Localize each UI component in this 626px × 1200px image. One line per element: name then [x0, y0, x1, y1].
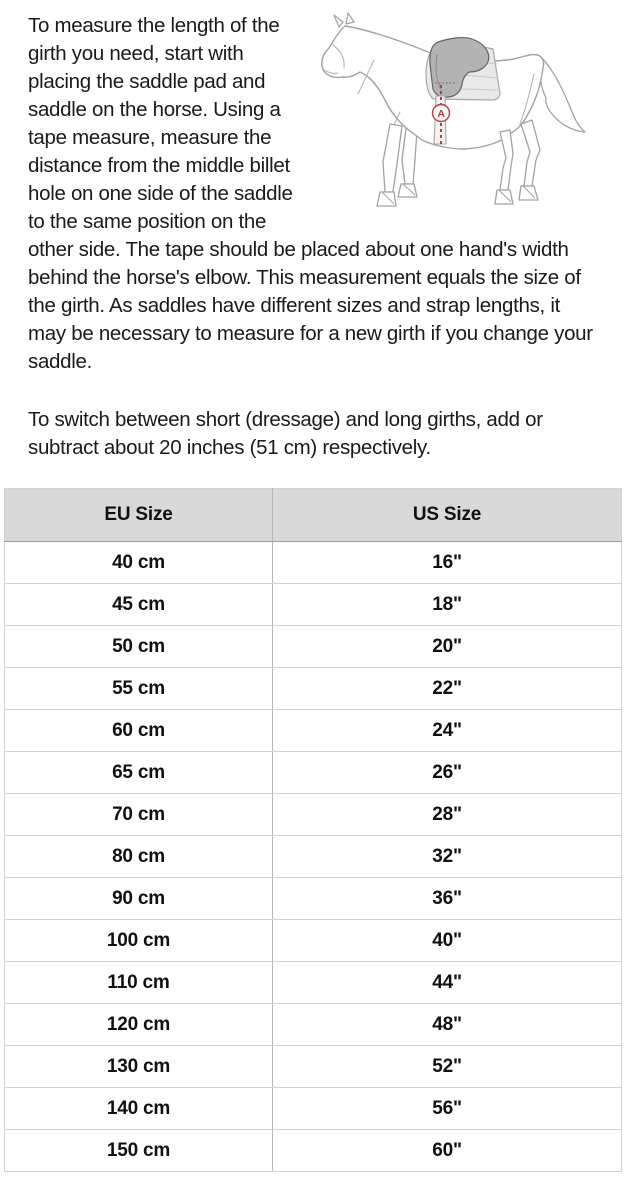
us-size-cell: 20": [273, 626, 622, 668]
eu-size-cell: 90 cm: [5, 878, 273, 920]
us-size-cell: 18": [273, 584, 622, 626]
us-size-cell: 32": [273, 836, 622, 878]
table-row: [5, 710, 622, 752]
us-size-header: US Size: [273, 489, 622, 542]
measuring-instructions-paragraph: To measure the length of the girth you need, start with placing the saddle pad and saddle on the horse. Using a tape measure, measure the distance from the middle billet hole on one side of the saddle to the same position on the other side. The tape should be placed about one hand's width behind the horse's elbow. This measurement equals the size of the girth. As saddles have different sizes and strap lengths, it may be necessary to measure for a new girth if you change your saddle.: [28, 14, 593, 373]
horse-illustration-svg: [314, 12, 602, 218]
us-size-cell: 24": [273, 710, 622, 752]
us-size-cell: 16": [273, 542, 622, 584]
horse-ears: [334, 13, 354, 27]
us-size-cell: 60": [273, 1130, 622, 1172]
eu-size-cell: 120 cm: [5, 1004, 273, 1046]
eu-size-header: EU Size: [5, 489, 273, 542]
table-row: [5, 878, 622, 920]
eu-size-cell: 55 cm: [5, 668, 273, 710]
table-row: [5, 794, 622, 836]
table-row: [5, 1004, 622, 1046]
table-row: [5, 668, 622, 710]
horse-measurement-illustration: [314, 12, 602, 218]
size-table-head: [5, 489, 622, 542]
table-row: [5, 542, 622, 584]
us-size-cell: 52": [273, 1046, 622, 1088]
table-row: [5, 1088, 622, 1130]
eu-size-cell: 100 cm: [5, 920, 273, 962]
table-row: [5, 752, 622, 794]
eu-size-cell: 60 cm: [5, 710, 273, 752]
us-size-cell: 26": [273, 752, 622, 794]
intro-text-block: [0, 0, 626, 462]
eu-size-cell: 50 cm: [5, 626, 273, 668]
eu-size-cell: 80 cm: [5, 836, 273, 878]
girth-size-table: [4, 488, 622, 1172]
eu-size-cell: 130 cm: [5, 1046, 273, 1088]
us-size-cell: 22": [273, 668, 622, 710]
table-row: [5, 836, 622, 878]
us-size-cell: 28": [273, 794, 622, 836]
table-row: [5, 626, 622, 668]
horse-tail: [540, 57, 585, 132]
eu-size-cell: 70 cm: [5, 794, 273, 836]
table-row: [5, 962, 622, 1004]
eu-size-cell: 140 cm: [5, 1088, 273, 1130]
eu-size-cell: 150 cm: [5, 1130, 273, 1172]
table-row: [5, 584, 622, 626]
eu-size-cell: 45 cm: [5, 584, 273, 626]
table-row: [5, 1046, 622, 1088]
eu-size-cell: 40 cm: [5, 542, 273, 584]
us-size-cell: 40": [273, 920, 622, 962]
us-size-cell: 56": [273, 1088, 622, 1130]
measure-point-label: A: [437, 108, 445, 120]
us-size-cell: 48": [273, 1004, 622, 1046]
girth-switch-paragraph: To switch between short (dressage) and long girths, add or subtract about 20 inches (51 cm) respectively.: [28, 408, 543, 459]
table-row: [5, 1130, 622, 1172]
size-table-header-row: [5, 489, 622, 542]
size-table-body: [5, 542, 622, 1172]
us-size-cell: 36": [273, 878, 622, 920]
us-size-cell: 44": [273, 962, 622, 1004]
eu-size-cell: 110 cm: [5, 962, 273, 1004]
eu-size-cell: 65 cm: [5, 752, 273, 794]
table-row: [5, 920, 622, 962]
